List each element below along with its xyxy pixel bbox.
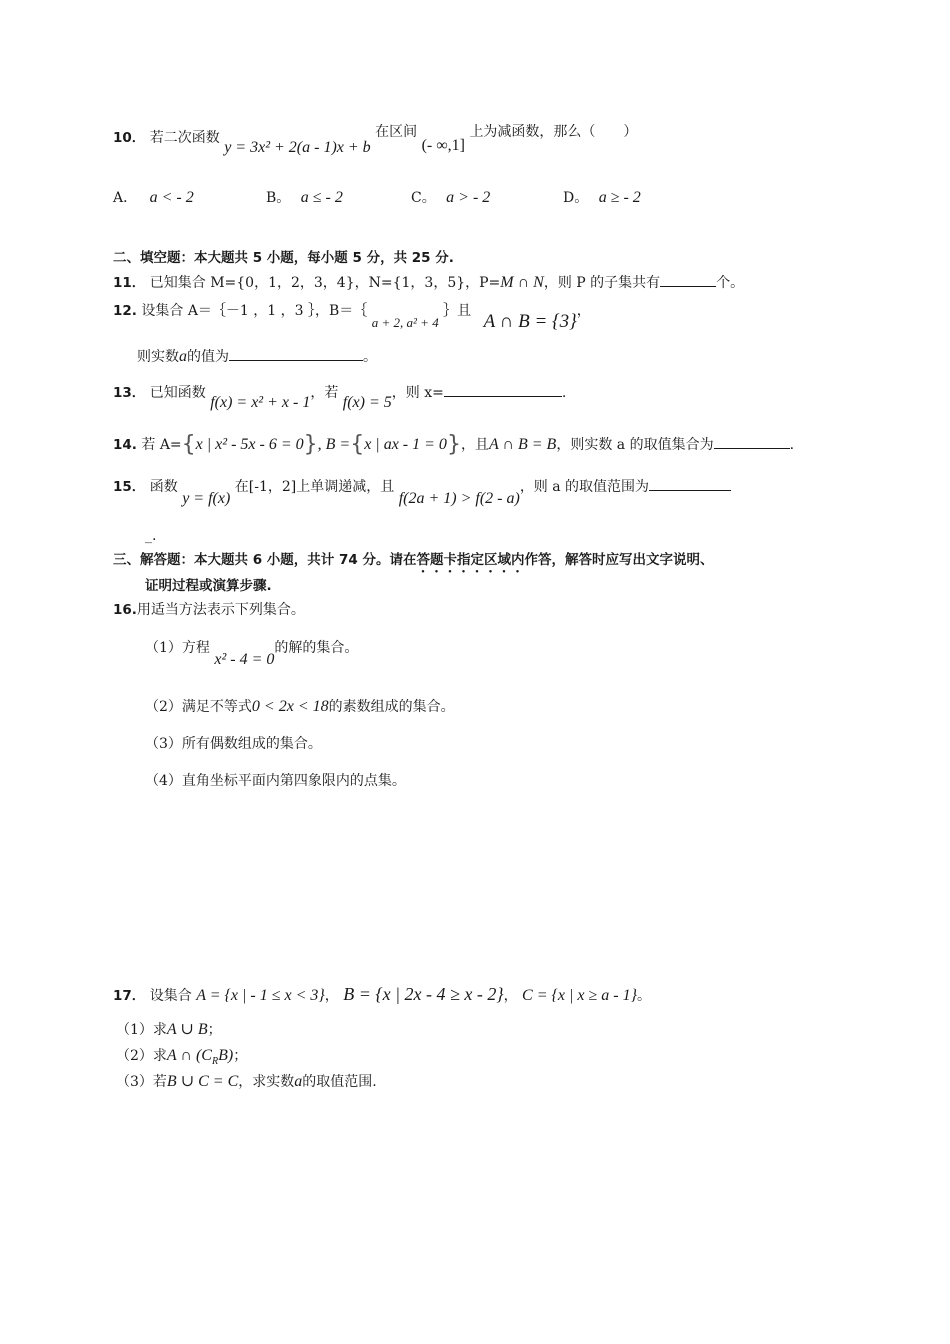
formula: A ∪ B (166, 1021, 208, 1038)
answer-blank[interactable] (660, 272, 716, 287)
question-number: 11． (113, 275, 146, 291)
option-value: a > - 2 (446, 189, 491, 206)
sub-question-text: ； (207, 1022, 222, 1038)
answer-blank[interactable] (229, 346, 363, 361)
brace-open: { (350, 432, 365, 457)
formula: B) (218, 1047, 234, 1064)
formula: f(2a + 1) > f(2 - a) (398, 490, 520, 507)
question-text: ，且 (460, 437, 489, 453)
question-number: 13． (113, 385, 146, 401)
sub-question (145, 697, 455, 717)
question-text: ，则实数 a 的取值集合为 (556, 437, 714, 453)
question-text: 若 A= (141, 437, 182, 453)
sub-question (145, 638, 359, 668)
option-b (266, 187, 343, 207)
question-13 (113, 382, 567, 411)
separator: ， (324, 988, 339, 1004)
answer-blank[interactable] (714, 434, 790, 449)
question-text: ，则 P 的子集共有 (543, 275, 661, 291)
variable: a (179, 348, 187, 365)
section-title-line2: 证明过程或演算步骤. (145, 578, 272, 594)
question-text: 在[-1，2]上单调递减，且 (234, 479, 395, 495)
question-text: 函数 (149, 479, 178, 495)
formula: B ∪ C = C (166, 1073, 239, 1090)
subscript: R (211, 1055, 219, 1067)
sub-question-label: （1）求 (116, 1022, 167, 1038)
formula: M ∩ N (500, 274, 544, 291)
question-text: 设集合 A＝｛－1 ，1 ，3 ｝，B＝｛ (141, 303, 368, 319)
sub-question (116, 1072, 377, 1092)
sub-question: （4）直角坐标平面内第四象限内的点集。 (145, 773, 406, 789)
question-14 (113, 434, 794, 455)
question-text: ，则 a 的取值范围为 (519, 479, 650, 495)
question-text: 上为减函数，那么（ ） (469, 124, 638, 140)
section-text: 三、解答题：本大题共 6 小题，共计 74 分。请在 (113, 552, 417, 568)
brace-open: { (181, 432, 196, 457)
formula: a + 2, a² + 4 (371, 315, 439, 330)
brace-close: } (303, 432, 318, 457)
formula: A ∩ B = {3} (483, 311, 577, 332)
question-number: 14. (113, 437, 137, 453)
option-label: D。 (563, 190, 589, 206)
section-text: 作答，解答时应写出文字说明、 (524, 552, 714, 568)
question-text: 若二次函数 (149, 130, 220, 146)
sub-question (116, 1020, 222, 1040)
option-label: C。 (411, 190, 436, 206)
emphasized-text: 答题卡指定区域内 (416, 552, 525, 568)
variable: a (294, 1073, 303, 1090)
formula: , B = (317, 436, 351, 453)
answer-blank[interactable] (649, 476, 731, 491)
formula: 0 < 2x < 18 (251, 698, 329, 715)
question-text: ，则 x= (391, 385, 444, 401)
question-text: 。 (637, 988, 652, 1004)
question-text: 已知函数 (149, 385, 206, 401)
question-text: 则实数 (137, 349, 179, 365)
formula: A ∩ B = B (488, 436, 557, 453)
question-text: 的值为 (187, 349, 229, 365)
sub-question-text: 的解的集合。 (274, 640, 359, 656)
option-value: a < - 2 (149, 189, 194, 206)
question-number: 17． (113, 988, 146, 1004)
formula: y = 3x² + 2(a - 1)x + b (224, 139, 371, 156)
question-number: 10． (113, 130, 146, 146)
question-text: 用适当方法表示下列集合。 (136, 602, 305, 618)
question-16 (113, 600, 305, 620)
option-value: a ≥ - 2 (598, 189, 641, 206)
answer-blank[interactable] (444, 382, 562, 397)
sub-question-label: （3）若 (116, 1074, 167, 1090)
formula: y = f(x) (182, 490, 231, 507)
question-11 (113, 272, 744, 293)
question-number: 15． (113, 479, 146, 495)
sub-question-label: （2）满足不等式 (145, 699, 252, 715)
question-text: . (561, 385, 567, 401)
set-a: A = {x | - 1 ≤ x < 3} (196, 987, 325, 1004)
question-number: 12. (113, 303, 137, 319)
question-text: . (789, 437, 795, 453)
brace-close: } (446, 432, 461, 457)
option-value: a ≤ - 2 (300, 189, 343, 206)
formula: x² - 4 = 0 (214, 651, 275, 668)
question-number: 16. (113, 602, 137, 618)
option-label: B。 (266, 190, 291, 206)
sub-question-text: 的素数组成的集合。 (328, 699, 455, 715)
question-text: 已知集合 M={0，1，2，3，4}，N={1，3，5}，P= (149, 275, 501, 291)
question-12-line2 (137, 346, 377, 367)
formula: f(x) = x² + x - 1 (210, 394, 311, 411)
formula: f(x) = 5 (342, 394, 392, 411)
set-a: x | x² - 5x - 6 = 0 (195, 436, 304, 453)
option-label: A． (113, 190, 138, 206)
question-text: 个。 (716, 275, 745, 291)
interval: (- ∞,1] (421, 137, 465, 154)
question-15 (113, 476, 731, 507)
separator: ， (503, 988, 518, 1004)
sub-question-label: （2）求 (116, 1048, 167, 1064)
section-title: 二、填空题：本大题共 5 小题，每小题 5 分，共 25 分. (113, 250, 454, 266)
formula: A ∩ (C (166, 1047, 212, 1064)
sub-question-text: 的取值范围. (302, 1074, 377, 1090)
question-10 (113, 124, 638, 156)
question-17 (113, 984, 651, 1006)
option-d (563, 187, 641, 207)
question-text: ，若 (310, 385, 339, 401)
set-c: C = {x | x ≥ a - 1} (522, 987, 638, 1004)
question-text: 设集合 (149, 988, 192, 1004)
sub-question: （3）所有偶数组成的集合。 (145, 736, 322, 752)
set-b: B = {x | 2x - 4 ≥ x - 2} (343, 984, 504, 1004)
question-text: 。 (363, 349, 377, 365)
sub-question-text: ，求实数 (238, 1074, 295, 1090)
sub-question (116, 1046, 247, 1072)
question-12 (113, 300, 591, 332)
option-c (411, 187, 490, 207)
question-text: 在区间 (375, 124, 418, 140)
sub-question-label: （1）方程 (145, 640, 210, 656)
sub-question-text: ； (233, 1048, 248, 1064)
section-title (113, 550, 713, 576)
option-a (113, 187, 194, 207)
question-text: ｝且 (443, 303, 472, 319)
question-15-tail: _. (145, 528, 157, 544)
set-b: x | ax - 1 = 0 (364, 436, 447, 453)
question-text: ， (576, 303, 591, 319)
